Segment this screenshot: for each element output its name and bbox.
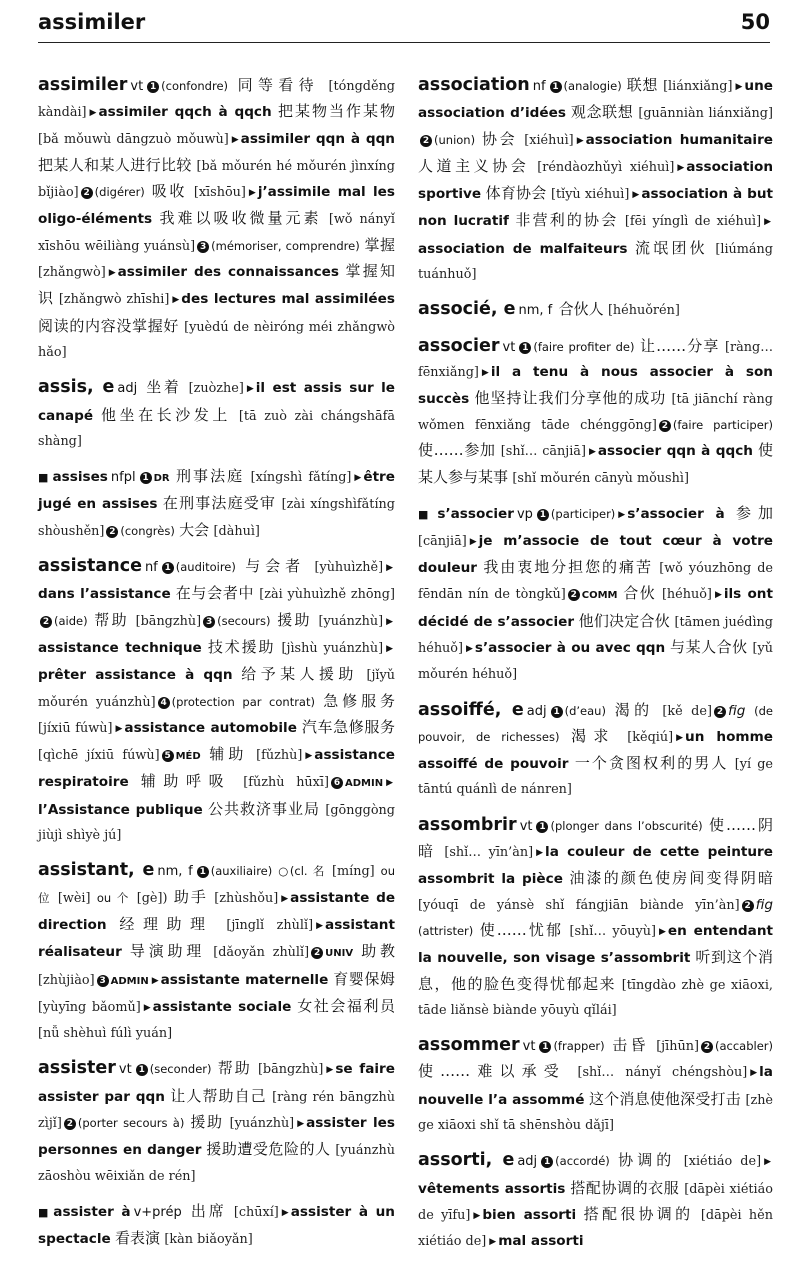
subheadword: s’associer [437,506,514,523]
entry-assises: ■ assises nfpl 1 DR 刑事法庭 [xíngshì fǎtíng] ▶ être jugé en assises 在刑事法庭受审 [zài xíngshìfǎtíng shòushěn] 2 (congrès) 大会 [dàhuì] [38,467,395,539]
triangle-marker-icon: ▶ [576,135,584,146]
part-of-speech: adj [517,1154,538,1170]
triangle-marker-icon: ▶ [489,1237,497,1248]
entry-associer: associer vt 1 (faire profiter de) 让……分享 [ràng… fēnxiǎng] ▶ il a tenu à nous associer à son succès 他坚持让我们分享他的成功 [tā jiānchí ràng wǒmen fēnxiǎng tāde chénggōng] 2 (faire participer) 使……参加 [shǐ… cānjiā] ▶ associer qqn à qqch 使某人参与某事 [shǐ mǒurén cānyù mǒushì] [418,335,773,487]
subheadword: assises [52,469,108,486]
subentry-square-icon: ■ [418,508,436,522]
triangle-marker-icon: ▶ [248,188,256,199]
page-header [38,10,770,43]
triangle-marker-icon: ▶ [108,268,116,279]
entry-assister-a: ■ assister à v+prép 出席 [chūxí] ▶ assister à un spectacle 看表演 [kàn biǎoyǎn] [38,1201,395,1248]
entry-association: association nf 1 (analogie) 联想 [liánxiǎng] ▶ une association d’idées 观念联想 [guānniàn liánxiǎng]2 (union) 协会 [xiéhuì] ▶ association humanitaire 人道主义协会 [réndàozhǔyì xiéhuì] ▶ association sportive 体育协会 [tǐyù xiéhuì] ▶ association à but non lucratif 非营利的协会 [fēi yínglì de xiéhuì] ▶association de malfaiteurs 流氓团伙 [liúmáng tuánhuǒ] [418,75,774,283]
entry-sassocier: ■ s’associer vp 1 (participer) ▶ s’associer à 参加 [cānjiā] ▶ je m’associe de tout cœur à votre douleur 我由衷地分担您的痛苦 [wǒ yóuzhōng de fēndān nín de tòngkǔ] 2 COMM 合伙 [héhuǒ] ▶ ils ont décidé de s’associer 他们决定合伙 [tāmen juédìng héhuǒ] ▶ s’associer à ou avec qqn 与某人合伙 [yǔ mǒurén héhuǒ] [418,504,774,683]
triangle-marker-icon: ▶ [714,590,722,601]
headword: assommer [418,1035,520,1056]
right-column [418,73,773,1265]
part-of-speech: vp [516,507,533,523]
part-of-speech: vt [130,79,144,94]
headword: assombrir [418,814,517,835]
triangle-marker-icon: ▶ [481,367,489,378]
triangle-marker-icon: ▶ [316,920,324,931]
part-of-speech: adj [117,381,138,397]
headword: assoiffé, e [418,699,524,720]
triangle-marker-icon: ▶ [305,751,313,762]
headword: assister [38,1058,116,1079]
entry-associe: associé, e nm, f 合伙人 [héhuǒrén] [418,299,680,320]
triangle-marker-icon: ▶ [469,536,477,547]
part-of-speech: nfpl [110,470,136,486]
left-column [38,73,395,1262]
running-head: assimiler [38,10,146,34]
part-of-speech: vt [519,818,533,834]
triangle-marker-icon: ▶ [386,643,393,654]
part-of-speech: adj [526,703,547,719]
triangle-marker-icon: ▶ [735,82,743,92]
triangle-marker-icon: ▶ [473,1210,481,1221]
entry-assoiffe: assoiffé, e adj 1 (d’eau) 渴的 [kě de] 2 fig (de pouvoir, de richesses) 渴求 [kěqiú] ▶ un homme assoiffé de pouvoir 一个贪图权利的男人 [yí ge tāntú quánlì de nánren] [418,699,774,798]
triangle-marker-icon: ▶ [386,778,393,789]
entry-assimiler: assimiler vt 1 (confondre) 同等看待 [tóngděng kàndài] ▶ assimiler qqch à qqch 把某物当作某物 [bǎ mǒuwù dāngzuò mǒuwù] ▶ assimiler qqn à qqn 把某人和某人进行比较 [bǎ mǒurén hé mǒurén jìnxíng bǐjiào] 2 (digérer) 吸收 [xīshōu] ▶ j’assimile mal les oligo-éléments 我难以吸收微量元素 [wǒ nányǐ xīshōu wēiliàng yuánsù] 3 (mémoriser, comprendre) 掌握 [zhǎngwò] ▶ assimiler des connaissances 掌握知识 [zhǎngwò zhīshi] ▶ des lectures mal assimilées 阅读的内容没掌握好 [yuèdú de nèiróng méi zhǎngwò hǎo] [38,75,396,360]
triangle-marker-icon: ▶ [386,616,394,627]
part-of-speech: vt [502,339,516,355]
entry-assis: assis, e adj 坐着 [zuòzhe] ▶ il est assis sur le canapé 他坐在长沙发上 [tā zuò zài chángshāfā shàng] [38,377,396,449]
headword: assis, e [38,377,115,398]
entry-assistant: assistant, e nm, f 1 (auxiliaire) ○(cl. 名 [míng] ou 位 [wèi] ou 个 [gè]) 助手 [zhùshǒu] ▶ assistante de direction 经理助理 [jīnglǐ zhùlǐ] ▶ assistant réalisateur 导演助理 [dǎoyǎn zhùlǐ] 2 UNIV 助教 [zhùjiào] 3 ADMIN ▶ assistante maternelle 育婴保姆 [yùyīng bǎomǔ] ▶ assistante sociale 女社会福利员 [nǚ shèhuì fúlì yuán] [38,860,396,1042]
headword: association [418,75,530,95]
triangle-marker-icon: ▶ [151,975,159,986]
triangle-marker-icon: ▶ [246,384,254,395]
headword: assistance [38,556,142,577]
part-of-speech: nm, f [518,303,553,319]
subentry-square-icon: ■ [38,471,51,485]
entry-assister: assister vt 1 (seconder) 帮助 [bāngzhù] ▶ se faire assister par qqn 让人帮助自己 [ràng rén bāngzhù zìjǐ] 2 (porter secours à) 援助 [yuánzhù] ▶ assister les personnes en danger 援助遭受危险的人 [yuánzhù zāoshòu wēixiǎn de rén] [38,1058,396,1184]
triangle-marker-icon: ▶ [354,473,362,484]
triangle-marker-icon: ▶ [143,1002,151,1013]
triangle-marker-icon: ▶ [764,217,771,228]
headword: associer [418,335,500,356]
part-of-speech: nf [532,79,546,94]
part-of-speech: nm, f [157,864,193,880]
triangle-marker-icon: ▶ [281,893,289,904]
triangle-marker-icon: ▶ [588,446,596,457]
triangle-marker-icon: ▶ [536,848,544,859]
triangle-marker-icon: ▶ [231,134,239,145]
triangle-marker-icon: ▶ [89,108,97,119]
triangle-marker-icon: ▶ [764,1157,771,1168]
page-number: 50 [740,10,770,34]
headword: associé, e [418,299,516,320]
subentry-square-icon: ■ [38,1205,52,1219]
triangle-marker-icon: ▶ [676,732,684,743]
part-of-speech: nf [144,560,158,576]
entry-assommer: assommer vt 1 (frapper) 击昏 [jīhūn] 2 (accabler) 使……难以承受 [shǐ… nányǐ chéngshòu] ▶ la nouvelle l’a assommé 这个消息使他深受打击 [zhè ge xiāoxi shǐ tā shēnshòu dǎjī] [418,1035,774,1133]
triangle-marker-icon: ▶ [466,643,473,654]
headword: assimiler [38,75,128,95]
triangle-marker-icon: ▶ [172,295,180,306]
entry-assorti: assorti, e adj 1 (accordé) 协调的 [xiétiáo de] ▶vêtements assortis 搭配协调的衣服 [dāpèi xiétiáo de yīfu] ▶ bien assorti 搭配很协调的 [dāpèi hěn xiétiáo de] ▶ mal assorti [418,1148,773,1255]
triangle-marker-icon: ▶ [115,723,123,734]
triangle-marker-icon: ▶ [632,190,640,201]
triangle-marker-icon: ▶ [326,1065,334,1076]
part-of-speech: vt [118,1062,132,1078]
triangle-marker-icon: ▶ [750,1068,758,1079]
entry-assombrir: assombrir vt 1 (plonger dans l’obscurité) 使……阴暗 [shǐ… yīn’àn] ▶ la couleur de cette peinture assombrit la pièce 油漆的颜色使房间变得阴暗 [yóuqī de yánsè shǐ fángjiān biànde yīn’àn] 2 fig (attrister) 使……忧郁 [shǐ… yōuyù] ▶ en entendant la nouvelle, son visage s’assombrit 听到这个消息，他的脸色变得忧郁起来 [tīngdào zhè ge xiāoxi, tāde liǎnsè biànde yōuyù qǐlái] [418,814,773,1018]
headword: assorti, e [418,1150,515,1171]
entry-assistance: assistance nf 1 (auditoire) 与会者 [yùhuìzhě] ▶dans l’assistance 在与会者中 [zài yùhuìzhě zhōng]2 (aide) 帮助 [bāngzhù] 3 (secours) 援助 [yuánzhù] ▶assistance technique 技术援助 [jìshù yuánzhù] ▶prêter assistance à qqn 给予某人援助 [jǐyǔ mǒurén yuánzhù] 4 (protection par contrat) 急修服务 [jíxiū fúwù] ▶ assistance automobile 汽车急修服务 [qìchē jíxiū fúwù] 5 MÉD 辅助 [fǔzhù] ▶ assistance respiratoire 辅助呼吸 [fǔzhù hūxī] 6 ADMIN ▶l’Assistance publique 公共救济事业局 [gōnggòng jiùjì shìyè jú] [38,556,395,844]
triangle-marker-icon: ▶ [297,1118,305,1129]
subheadword: assister à [53,1203,131,1220]
part-of-speech: v+prép [133,1204,182,1220]
triangle-marker-icon: ▶ [677,162,685,173]
triangle-marker-icon: ▶ [281,1207,289,1218]
part-of-speech: vt [522,1039,536,1055]
triangle-marker-icon: ▶ [618,510,626,521]
triangle-marker-icon: ▶ [658,926,666,937]
triangle-marker-icon: ▶ [386,563,393,574]
headword: assistant, e [38,860,155,881]
